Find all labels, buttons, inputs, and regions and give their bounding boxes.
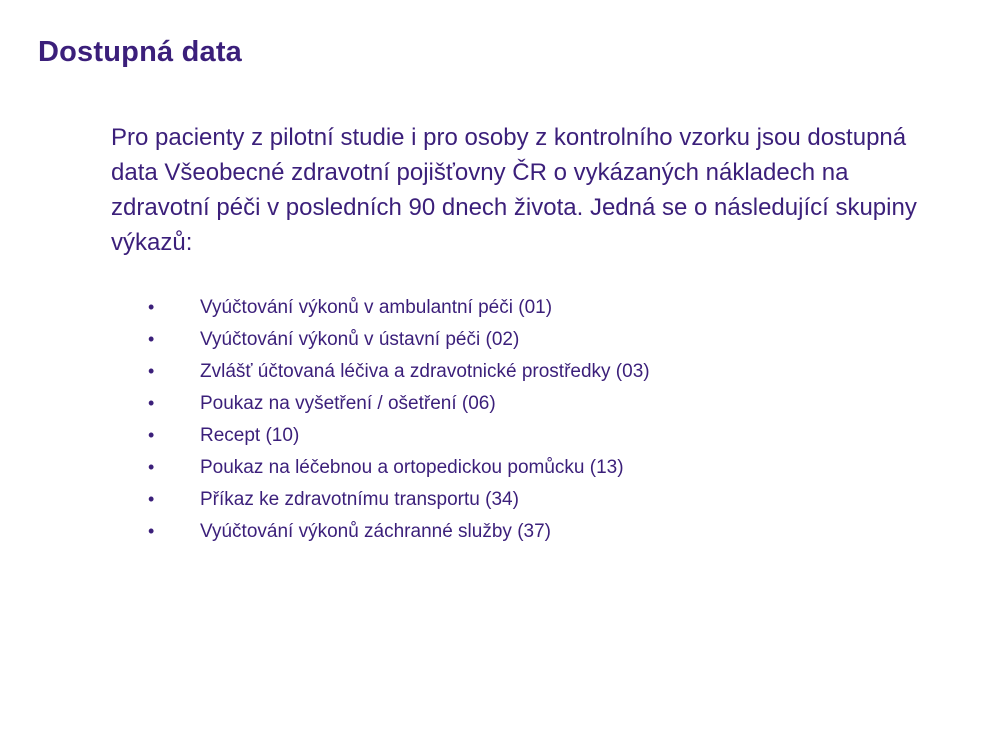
bullet-icon: • [148, 361, 155, 381]
list-item-text: Vyúčtování výkonů v ústavní péči (02) [200, 329, 520, 350]
intro-paragraph: Pro pacienty z pilotní studie i pro osoby z kontrolního vzorku jsou dostupná data Všeobecné zdravotní pojišťovny ČR o vykázaných nákladech na zdravotní péči v posledních 90 dnech života. Jedná se o následující skupiny výkazů: [111, 124, 917, 256]
list-item [146, 361, 906, 393]
bullet-icon: • [148, 425, 155, 445]
bullet-icon: • [148, 457, 155, 477]
list-item [146, 457, 906, 489]
bullet-icon: • [148, 489, 155, 509]
list-item [146, 521, 906, 553]
list-item [146, 425, 906, 457]
bullet-icon: • [148, 521, 155, 541]
bullet-icon: • [148, 329, 155, 349]
list-item [146, 297, 906, 329]
report-group-list [146, 297, 906, 553]
slide-title: Dostupná data [38, 36, 242, 68]
list-item [146, 393, 906, 425]
list-item-text: Vyúčtování výkonů v ambulantní péči (01) [200, 297, 553, 318]
list-item-text: Příkaz ke zdravotnímu transportu (34) [200, 489, 519, 510]
list-item-text: Recept (10) [200, 425, 300, 446]
bullet-icon: • [148, 393, 155, 413]
bullet-icon: • [148, 297, 155, 317]
list-item [146, 489, 906, 521]
list-item-text: Vyúčtování výkonů záchranné služby (37) [200, 521, 551, 542]
list-item [146, 329, 906, 361]
list-item-text: Poukaz na léčebnou a ortopedickou pomůcku (13) [200, 457, 624, 478]
list-item-text: Zvlášť účtovaná léčiva a zdravotnické prostředky (03) [200, 361, 650, 382]
list-item-text: Poukaz na vyšetření / ošetření (06) [200, 393, 496, 414]
